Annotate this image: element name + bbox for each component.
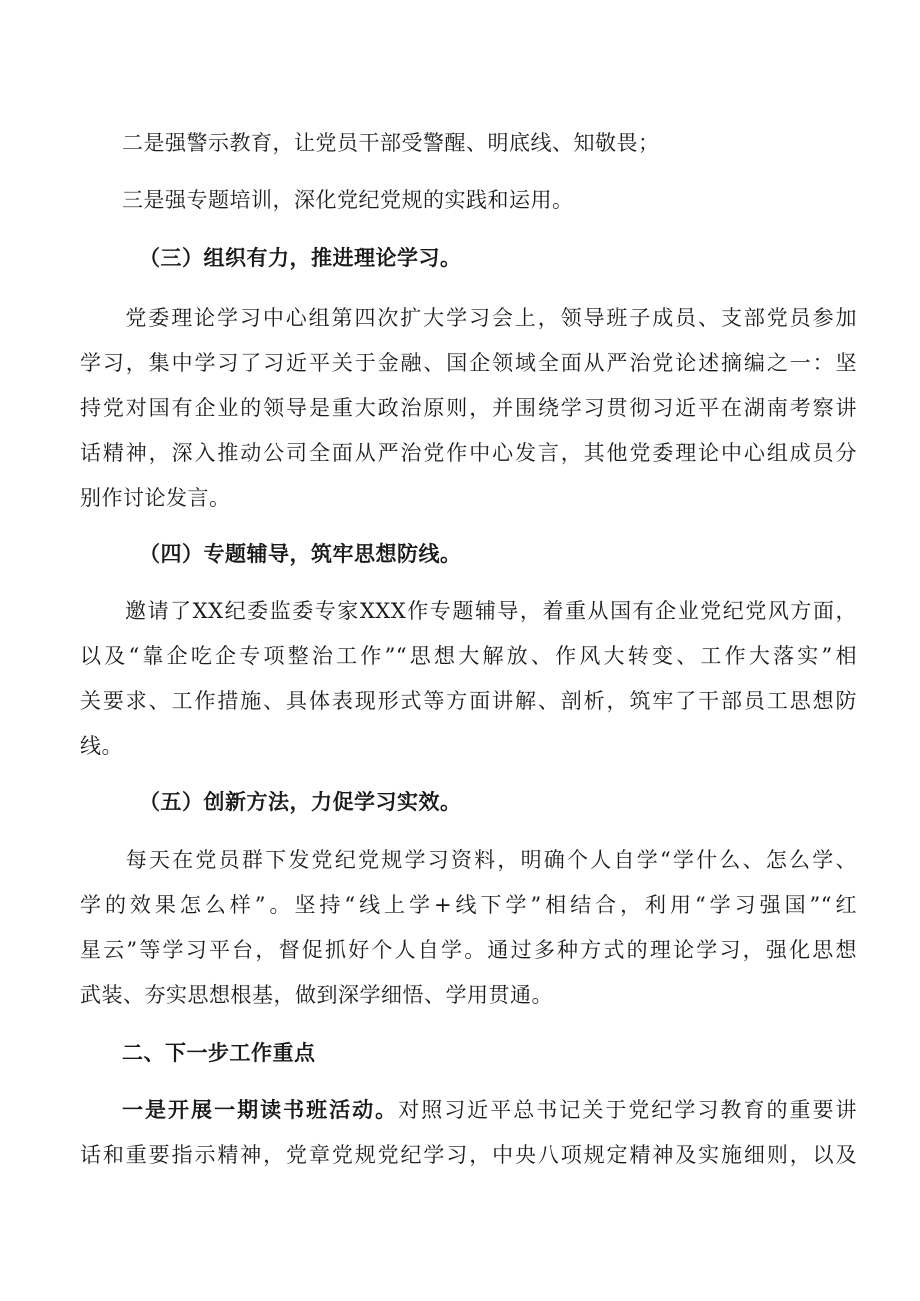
paragraph-line: 二是强警示教育，让党员干部受警醒、明底线、知敬畏；	[122, 131, 660, 155]
paragraph-line: 关要求、工作措施、具体表现形式等方面讲解、剖析，筑牢了干部员工思想防	[80, 689, 857, 713]
paragraph-line: 学习，集中学习了习近平关于金融、国企领域全面从严治党论述摘编之一：坚	[80, 351, 857, 375]
paragraph-line: 每天在党员群下发党纪党规学习资料，明确个人自学“学什么、怎么学、	[124, 848, 857, 872]
paragraph-line: 话和重要指示精神，党章党规党纪学习，中央八项规定精神及实施细则，以及	[80, 1143, 857, 1167]
paragraph-line: 别作讨论发言。	[80, 486, 231, 510]
paragraph-line: 星云”等学习平台，督促抓好个人自学。通过多种方式的理论学习，强化思想	[80, 938, 857, 962]
paragraph-line: 一是开展一期读书班活动。对照习近平总书记关于党纪学习教育的重要讲	[122, 1097, 858, 1122]
item-lead: 一是开展一期读书班活动。	[122, 1097, 399, 1122]
paragraph-line: 持党对国有企业的领导是重大政治原则，并围绕学习贯彻习近平在湖南考察讲	[80, 396, 857, 420]
paragraph-line: 邀请了XX纪委监委专家XXX作专题辅导，着重从国有企业党纪党风方面，	[124, 599, 857, 623]
paragraph-line: 线。	[80, 734, 123, 758]
section-heading: （四）专题辅导，筑牢思想防线。	[139, 542, 462, 566]
section-heading: （三）组织有力，推进理论学习。	[139, 246, 462, 270]
paragraph-line: 以及“靠企吃企专项整治工作”“思想大解放、作风大转变、工作大落实”相	[80, 644, 857, 668]
paragraph-line: 话精神，深入推动公司全面从严治党作中心发言，其他党委理论中心组成员分	[80, 441, 857, 465]
paragraph-line: 学的效果怎么样”。坚持“线上学+线下学”相结合，利用“学习强国”“红	[80, 893, 857, 917]
part-heading: 二、下一步工作重点	[122, 1041, 316, 1065]
paragraph-line: 党委理论学习中心组第四次扩大学习会上，领导班子成员、支部党员参加	[124, 306, 857, 330]
paragraph-line: 三是强专题培训，深化党纪党规的实践和运用。	[122, 188, 574, 212]
paragraph-line: 武装、夯实思想根基，做到深学细悟、学用贯通。	[80, 983, 553, 1007]
section-heading: （五）创新方法，力促学习实效。	[139, 790, 462, 814]
